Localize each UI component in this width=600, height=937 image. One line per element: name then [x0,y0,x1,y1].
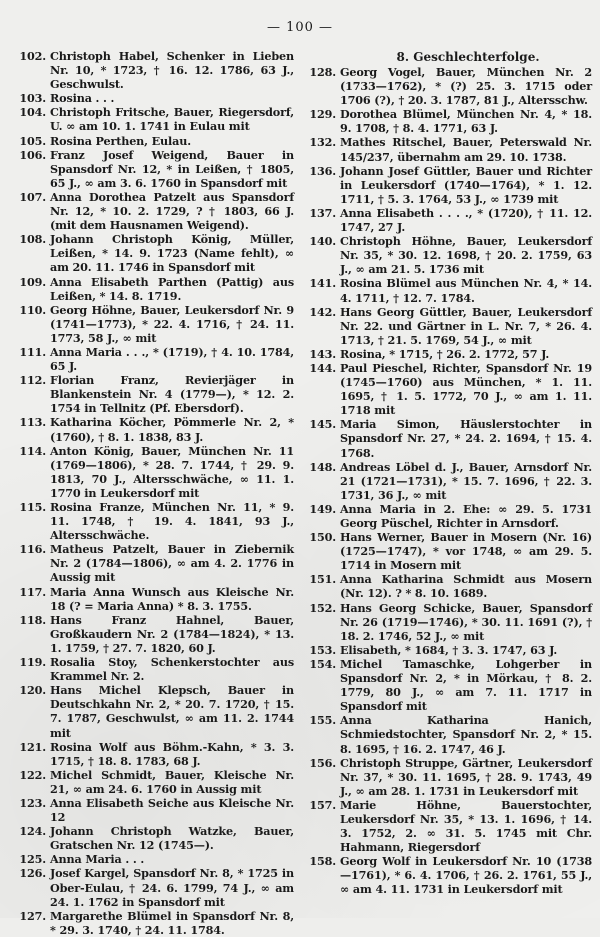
entry-number: 109. [19,274,46,289]
genealogy-entry [304,657,592,713]
genealogy-entry [14,542,294,584]
entry-text: Christoph Fritsche, Bauer, Riegersdorf, U. ∞ am 10. 1. 1741 in Eulau mit [50,105,294,134]
entry-number: 149. [309,501,336,516]
entry-number: 124. [19,824,46,839]
genealogy-entry [14,500,294,542]
entry-number: 142. [309,304,336,319]
genealogy-entry [14,105,294,133]
entry-text: Christoph Struppe, Gärtner, Leukersdorf Nr. 37, * 30. 11. 1695, † 28. 9. 1743, 49 J., ∞ am 28. 1. 1731 in Leukersdorf mit [340,755,592,798]
page-number: — 100 — [266,20,334,35]
genealogy-entry [14,49,294,91]
entry-text: Florian Franz, Revierjäger in Blankenstein Nr. 4 (1779—), * 12. 2. 1754 in Tellnitz (Pf. Ebersdorf). [50,373,294,416]
genealogy-entry [14,373,294,415]
genealogy-entry [14,768,294,796]
entry-text: Katharina Köcher, Pömmerle Nr. 2, * (1760), † 8. 1. 1838, 83 J. [50,415,294,444]
entry-number: 123. [19,795,46,810]
genealogy-entry [14,655,294,683]
entry-number: 128. [309,65,336,79]
entry-text: Franz Josef Weigend, Bauer in Spansdorf Nr. 12, * in Leißen, † 1805, 65 J., ∞ am 3. 6. 1760 in Spansdorf mit [50,147,294,190]
entry-number: 129. [309,107,336,122]
entry-number: 107. [19,189,46,204]
entry-number: 141. [309,276,336,291]
entry-number: 121. [19,739,46,754]
genealogy-entry [14,866,294,908]
genealogy-entry [304,164,592,206]
entry-number: 127. [19,908,46,923]
entry-number: 144. [309,360,336,375]
entry-text: Hans Georg Schicke, Bauer, Spansdorf Nr. 26 (1719—1746), * 30. 11. 1691 (?), † 18. 2. 1746, 52 J., ∞ mit [340,600,592,643]
entry-text: Johann Christoph Watzke, Bauer, Gratschen Nr. 12 (1745—). [50,824,294,853]
genealogy-entry [304,107,592,135]
genealogy-entry [14,303,294,345]
genealogy-entry [304,135,592,163]
entry-number: 137. [309,205,336,220]
entry-number: 151. [309,572,336,587]
entry-text: Anna Maria . . ., * (1719), † 4. 10. 1784, 65 J. [50,344,294,374]
entry-text: Maria Simon, Häuslerstochter in Spansdorf Nr. 27, * 24. 2. 1694, † 15. 4. 1768. [340,417,592,460]
entry-number: 140. [309,234,336,249]
entry-text: Christoph Höhne, Bauer, Leukersdorf Nr. 35, * 30. 12. 1698, † 20. 2. 1759, 63 J., ∞ am 21. 5. 1736 mit [340,234,592,277]
entry-text: Anna Dorothea Patzelt aus Spansdorf Nr. 12, * 10. 2. 1729, ? † 1803, 66 J. (mit dem Hausnamen Weigend). [50,189,294,233]
genealogy-entry [304,276,592,304]
entry-text: Anna Elisabeth . . . ., * (1720), † 11. 12. 1747, 27 J. [340,205,592,235]
entry-text: Hans Werner, Bauer in Mosern (Nr. 16) (1725—1747), * vor 1748, ∞ am 29. 5. 1714 in Mosern mit [340,530,592,573]
entry-text: Michel Schmidt, Bauer, Kleische Nr. 21, ∞ am 24. 6. 1760 in Aussig mit [50,767,294,796]
genealogy-entry [304,460,592,502]
genealogy-entry [14,91,294,105]
genealogy-entry [14,852,294,866]
entry-text: Christoph Habel, Schenker in Lieben Nr. 10, * 1723, † 16. 12. 1786, 63 J., Geschwulst. [50,49,294,92]
entry-number: 118. [19,612,46,627]
genealogy-entry [304,206,592,234]
entry-number: 111. [19,344,46,359]
entry-text: Paul Pieschel, Richter, Spansdorf Nr. 19 (1745—1760) aus München, * 1. 11. 1695, † 1. 5. 1772, 70 J., ∞ am 1. 11. 1718 mit [340,360,592,418]
entry-text: Georg Wolf in Leukersdorf Nr. 10 (1738—1761), * 6. 4. 1706, † 26. 2. 1761, 55 J., ∞ am 4. 11. 1731 in Leukersdorf mit [340,854,592,897]
entry-number: 158. [309,854,336,869]
genealogy-entry [304,65,592,107]
entry-number: 108. [19,232,46,247]
entry-text: Anna Katharina Hanich, Schmiedstochter, Spansdorf Nr. 2, * 15. 8. 1695, † 16. 2. 1747, 46 J. [340,713,592,756]
entry-number: 126. [19,866,46,881]
entry-text: Anna Katharina Schmidt aus Mosern (Nr. 12). ? * 8. 10. 1689. [340,572,592,601]
genealogy-entry [14,415,294,443]
genealogy-entry [304,502,592,530]
entry-text: Matheus Patzelt, Bauer in Ziebernik Nr. 2 (1784—1806), ∞ am 4. 2. 1776 in Aussig mit [50,542,294,585]
genealogy-entry [14,796,294,824]
entry-number: 148. [309,459,336,474]
entry-text: Rosina Perthen, Eulau. [50,133,191,148]
genealogy-entry [14,740,294,768]
right-column [304,49,592,897]
genealogy-entry [14,824,294,852]
genealogy-entry [14,444,294,500]
entry-text: Hans Georg Güttler, Bauer, Leukersdorf Nr. 22. und Gärtner in L. Nr. 7, * 26. 4. 1713, † 21. 5. 1769, 54 J., ∞ mit [340,304,592,347]
genealogy-entry [304,798,592,854]
genealogy-entry [14,585,294,613]
entry-text: Michel Tamaschke, Lohgerber in Spansdorf Nr. 2, * in Mörkau, † 8. 2. 1779, 80 J., ∞ am 7. 11. 1717 in Spansdorf mit [340,656,592,714]
entry-number: 132. [309,135,336,150]
entry-text: Rosina, * 1715, † 26. 2. 1772, 57 J. [340,346,550,361]
entry-text: Anton König, Bauer, München Nr. 11 (1769—1806), * 28. 7. 1744, † 29. 9. 1813, 70 J., Altersschwäche, ∞ 11. 1. 1770 in Leukersdorf mit [50,443,294,500]
entry-text: Andreas Löbel d. J., Bauer, Arnsdorf Nr. 21 (1721—1731), * 15. 7. 1696, † 22. 3. 1731, 36 J., ∞ mit [340,459,592,502]
entry-text: Anna Maria in 2. Ehe: ∞ 29. 5. 1731 Georg Püschel, Richter in Arnsdorf. [340,501,592,530]
entry-number: 113. [19,415,46,430]
entry-text: Hans Franz Hahnel, Bauer, Großkaudern Nr. 2 (1784—1824), * 13. 1. 1759, † 27. 7. 1820, 60 J. [50,612,294,655]
entry-number: 117. [19,584,46,599]
genealogy-entry [14,232,294,274]
entry-number: 154. [309,656,336,671]
genealogy-entry [304,361,592,417]
entry-number: 136. [309,163,336,178]
genealogy-entry [304,854,592,896]
entry-text: Hans Michel Klepsch, Bauer in Deutschkahn Nr. 2, * 20. 7. 1720, † 15. 7. 1787, Geschwulst, ∞ am 11. 2. 1744 mit [50,683,294,740]
genealogy-entry [304,643,592,657]
entry-number: 155. [309,713,336,728]
entry-text: Dorothea Blümel, München Nr. 4, * 18. 9. 1708, † 8. 4. 1771, 63 J. [340,107,592,136]
entry-number: 152. [309,600,336,615]
genealogy-entry [14,148,294,190]
genealogy-entry [304,601,592,643]
entry-number: 105. [19,133,46,148]
genealogy-entry [14,275,294,303]
entry-number: 120. [19,683,46,698]
genealogy-entry [304,234,592,276]
entry-text: Elisabeth, * 1684, † 3. 3. 1747, 63 J. [340,642,558,657]
entry-number: 114. [19,443,46,458]
section-title: 8. Geschlechterfolge. [396,50,540,64]
entry-text: Maria Anna Wunsch aus Kleische Nr. 18 (? = Maria Anna) * 8. 3. 1755. [50,584,294,613]
entry-number: 125. [19,852,46,867]
entry-text: Rosina Blümel aus München Nr. 4, * 14. 4. 1711, † 12. 7. 1784. [340,276,592,305]
genealogy-entry [14,190,294,232]
genealogy-entry [14,683,294,739]
entry-number: 115. [19,500,46,514]
entry-number: 119. [19,655,46,670]
entry-text: Rosina Wolf aus Böhm.-Kahn, * 3. 3. 1715, † 18. 8. 1783, 68 J. [50,739,294,768]
entry-text: Georg Vogel, Bauer, München Nr. 2 (1733—1762), * (?) 25. 3. 1715 oder 1706 (?), † 20. 3. 1787, 81 J., Altersschw. [340,65,592,108]
entry-text: Josef Kargel, Spansdorf Nr. 8, * 1725 in Ober-Eulau, † 24. 6. 1799, 74 J., ∞ am 24. 1. 1762 in Spansdorf mit [50,866,294,909]
genealogy-entry [304,530,592,572]
entry-number: 104. [19,105,46,120]
entry-number: 110. [19,302,46,317]
entry-text: Marie Höhne, Bauerstochter, Leukersdorf Nr. 35, * 13. 1. 1696, † 14. 3. 1752, 2. ∞ 31. 5. 1745 mit Chr. Hahmann, Riegersdorf [340,797,592,855]
entry-text: Johann Josef Güttler, Bauer und Richter in Leukersdorf (1740—1764), * 1. 12. 1711, † 5. 3. 1764, 53 J., ∞ 1739 mit [340,163,592,206]
genealogy-entry [304,572,592,600]
entry-number: 103. [19,91,46,106]
entry-number: 150. [309,530,336,545]
entry-number: 122. [19,767,46,782]
entry-number: 102. [19,49,46,63]
entry-number: 143. [309,346,336,361]
genealogy-entry [14,345,294,373]
genealogy-entry [304,305,592,347]
entry-number: 112. [19,373,46,388]
entry-number: 153. [309,642,336,657]
genealogy-entry [304,756,592,798]
entry-text: Georg Höhne, Bauer, Leukersdorf Nr. 9 (1741—1773), * 22. 4. 1716, † 24. 11. 1773, 58 J., ∞ mit [50,302,294,345]
entry-number: 116. [19,542,46,557]
genealogy-entry [304,713,592,755]
genealogy-entry [14,134,294,148]
entry-text: Anna Maria . . . [50,852,145,867]
entry-number: 157. [309,797,336,812]
genealogy-entry [14,613,294,655]
entry-text: Rosina . . . [50,91,115,106]
genealogy-entry [304,417,592,459]
entry-text: Johann Christoph König, Müller, Leißen, * 14. 9. 1723 (Name fehlt), ∞ am 20. 11. 1746 in Spansdorf mit [50,232,294,275]
entry-text: Mathes Ritschel, Bauer, Peterswald Nr. 145/237, übernahm am 29. 10. 1738. [340,135,592,164]
left-column [14,49,294,937]
entry-number: 156. [309,755,336,770]
entry-text: Margarethe Blümel in Spansdorf Nr. 8, * 29. 3. 1740, † 24. 11. 1784. [50,908,294,937]
genealogy-entry [14,909,294,937]
entry-number: 145. [309,417,336,432]
entry-text: Rosalia Stoy, Schenkerstochter aus Krammel Nr. 2. [50,655,294,684]
entry-text: Rosina Franze, München Nr. 11, * 9. 11. 1748, † 19. 4. 1841, 93 J., Altersschwäche. [50,500,294,543]
entry-text: Anna Elisabeth Parthen (Pattig) aus Leißen, * 14. 8. 1719. [50,274,294,303]
entry-text: Anna Elisabeth Seiche aus Kleische Nr. 12 [50,795,294,825]
entry-number: 106. [19,147,46,162]
genealogy-entry [304,347,592,361]
